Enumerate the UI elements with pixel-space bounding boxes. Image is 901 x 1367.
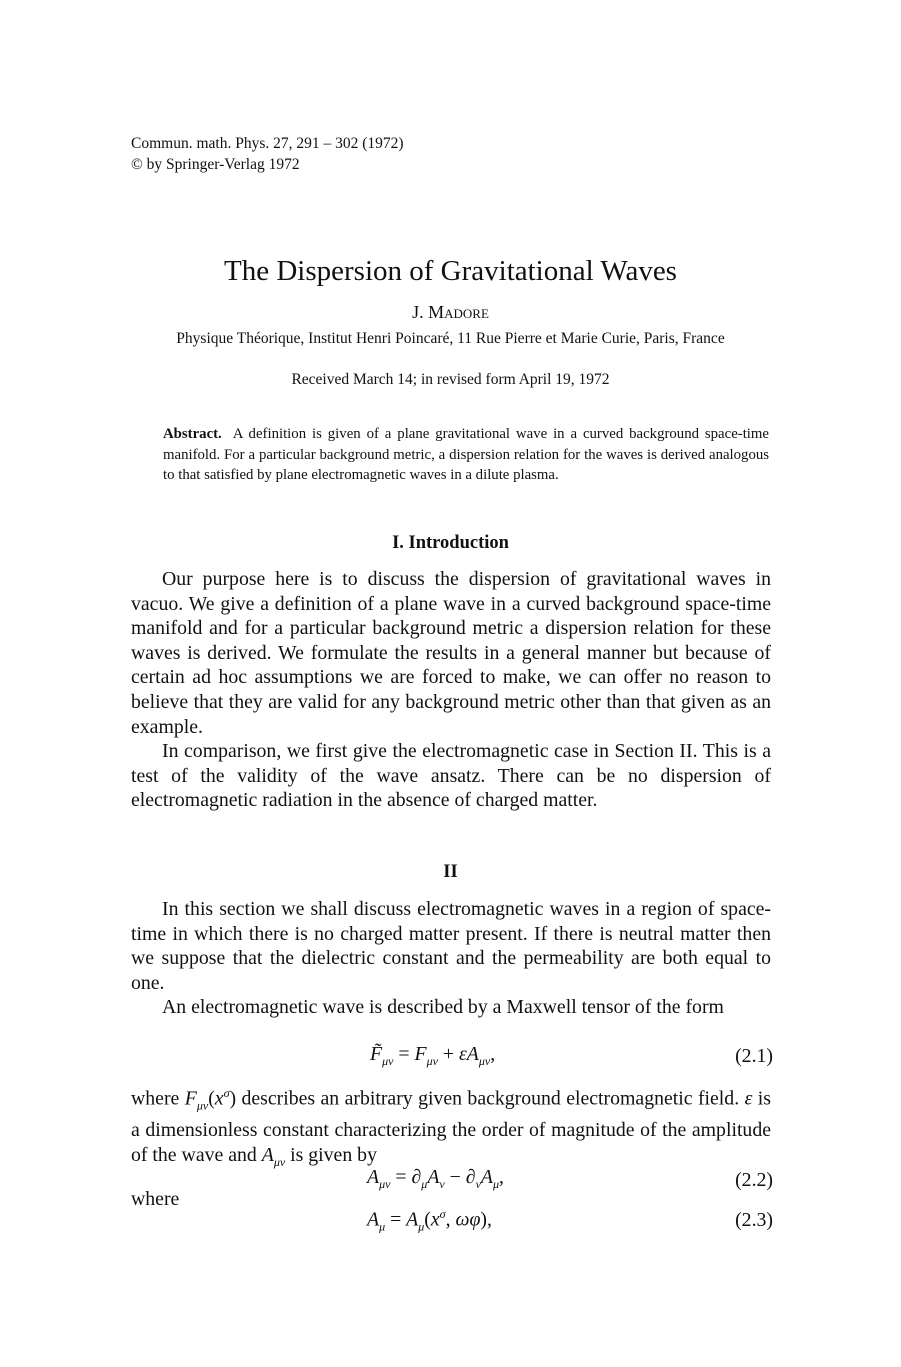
- equation-2-3: $A_\mu = A_\mu(x^\sigma$, ωφ),: [367, 1207, 492, 1234]
- section-title-2: II: [443, 862, 458, 882]
- equation-2-2: $A_{\mu\nu} = \partial_\mu A_\nu - \partial_\nu A_\mu$,: [367, 1166, 504, 1191]
- equation-2-1: $F̃_{\mu\nu} = F_{\mu\nu} + \varepsilon A_{\mu\nu}$,: [370, 1043, 496, 1068]
- sec2-paragraph-2: An electromagnetic wave is described by a Maxwell tensor of the form: [162, 996, 724, 1019]
- where-paragraph: where $F_{\mu\nu}(x^\sigma)$ describes an arbitrary given background electromagnetic field. ε is a dimensionless constant characterizing the order of magnitude of the amplitude of the wave and $A_{\mu\nu}$ is given by: [131, 1086, 771, 1169]
- section-title-introduction: I. Introduction: [392, 533, 509, 553]
- received-date: Received March 14; in revised form April 19, 1972: [291, 371, 610, 388]
- author-name: J. Madore: [412, 302, 489, 322]
- abstract: [163, 424, 769, 486]
- journal-citation: Commun. math. Phys. 27, 291 – 302 (1972): [131, 135, 404, 152]
- where-text-b: describes an arbitrary given background electromagnetic field.: [241, 1087, 740, 1110]
- where-label: where: [131, 1188, 180, 1210]
- introduction-body: [131, 567, 771, 813]
- abstract-text: A definition is given of a plane gravitational wave in a curved background space-time manifold. For a particular background metric, a dispersion relation for the waves is derived analogous to that satisfied by plane electromagnetic waves in a dilute plasma.: [163, 426, 769, 483]
- equation-number-2-1: (2.1): [735, 1045, 773, 1067]
- equation-number-2-3: (2.3): [735, 1209, 773, 1231]
- sec2-paragraph-1: In this section we shall discuss electromagnetic waves in a region of space-time in which there is no charged matter present. If there is neutral matter then we suppose that the dielectric constant and the permeability are both equal to one.: [131, 898, 771, 994]
- equation-number-2-2: (2.2): [735, 1169, 773, 1191]
- intro-paragraph-1: Our purpose here is to discuss the dispersion of gravitational waves in vacuo. We give a definition of a plane wave in a curved background space-time manifold and for a particular background metric a dispersion relation for these waves is derived. We formulate the results in a general manner but because of certain ad hoc assumptions we are forced to make, we can offer no reason to believe that they are valid for any background metric other than that given as an example.: [131, 568, 771, 738]
- journal-header: [131, 133, 404, 175]
- where-text-d: is given by: [290, 1143, 377, 1166]
- affiliation: Physique Théorique, Institut Henri Poincaré, 11 Rue Pierre et Marie Curie, Paris, France: [176, 330, 725, 347]
- where-text-c: is a dimensionless constant characterizing the order of magnitude of the amplitude of the wave and: [131, 1087, 771, 1166]
- paper-title: The Dispersion of Gravitational Waves: [224, 255, 677, 287]
- copyright-line: © by Springer-Verlag 1972: [131, 156, 300, 173]
- intro-paragraph-2: In comparison, we first give the electromagnetic case in Section II. This is a test of the validity of the wave ansatz. There can be no dispersion of electromagnetic radiation in the absence of charged matter.: [131, 740, 771, 812]
- abstract-label: Abstract.: [163, 426, 222, 442]
- section-2-body: [131, 897, 771, 1020]
